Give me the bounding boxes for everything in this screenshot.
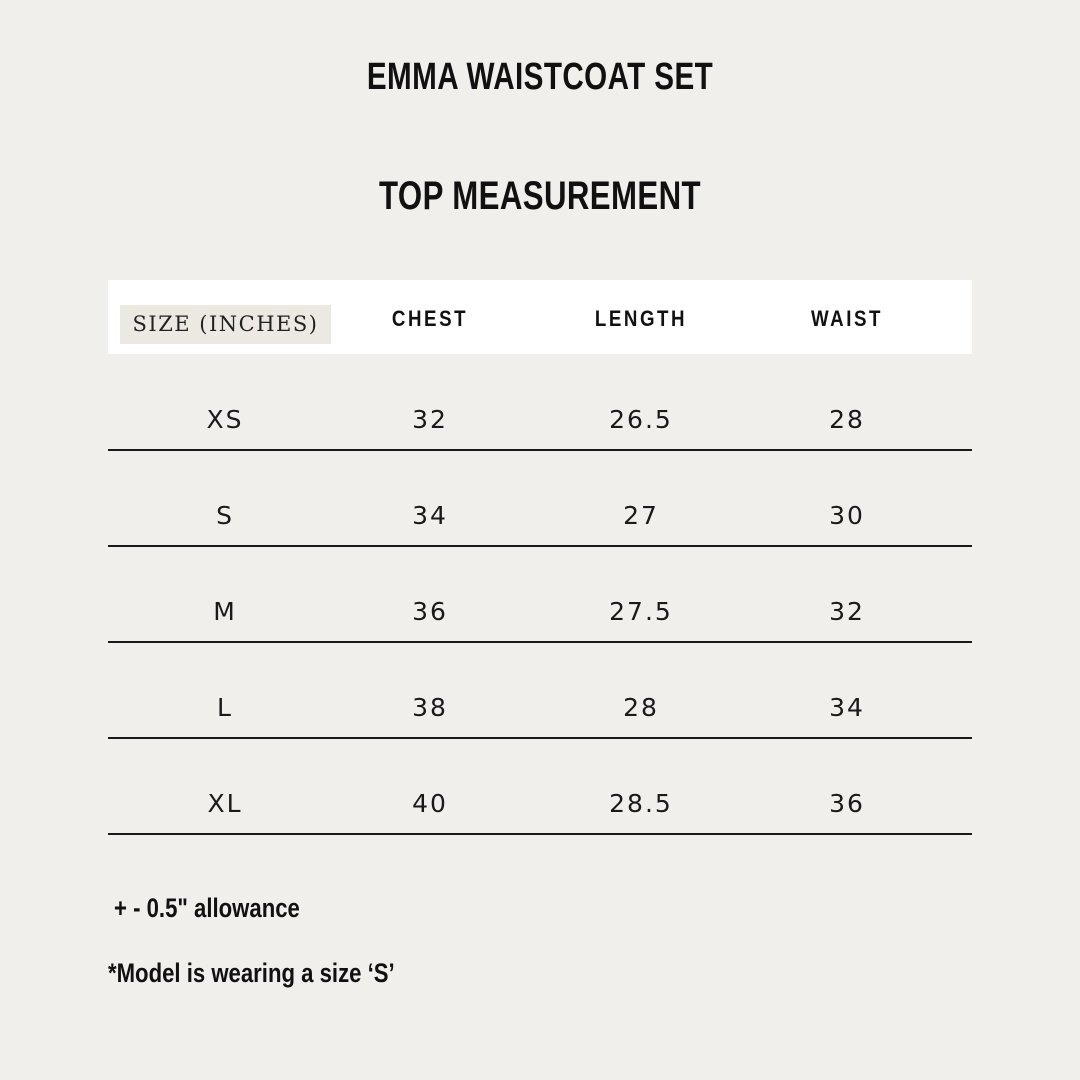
waist-cell: 34 (829, 693, 865, 722)
section-title: TOP MEASUREMENT (379, 174, 701, 218)
waist-cell: 28 (829, 405, 865, 434)
length-cell: 26.5 (609, 405, 673, 434)
size-table-header (108, 280, 972, 354)
chest-cell: 38 (412, 693, 448, 722)
size-cell: S (216, 501, 234, 530)
table-row-xs (108, 355, 972, 451)
waist-cell: 30 (829, 501, 865, 530)
waist-cell: 36 (829, 789, 865, 818)
table-row-l (108, 643, 972, 739)
size-cell: M (213, 597, 237, 626)
chest-cell: 36 (412, 597, 448, 626)
waist-cell: 32 (829, 597, 865, 626)
size-cell: L (217, 693, 233, 722)
column-header-length: LENGTH (594, 306, 688, 331)
length-cell: 28 (623, 693, 659, 722)
chest-cell: 34 (412, 501, 448, 530)
size-header-label-box (120, 305, 331, 344)
allowance-note: + - 0.5" allowance (114, 893, 300, 923)
table-row-m (108, 547, 972, 643)
column-header-chest: CHEST (391, 306, 469, 331)
table-row-xl (108, 739, 972, 835)
column-header-waist: WAIST (811, 306, 883, 331)
chest-cell: 32 (412, 405, 448, 434)
length-cell: 27.5 (609, 597, 673, 626)
size-header-label: SIZE (INCHES) (132, 312, 319, 336)
size-cell: XL (207, 789, 243, 818)
size-cell: XS (206, 405, 244, 434)
chest-cell: 40 (412, 789, 448, 818)
length-cell: 27 (623, 501, 659, 530)
product-title: EMMA WAISTCOAT SET (366, 56, 714, 98)
table-row-s (108, 451, 972, 547)
model-size-note: *Model is wearing a size ‘S’ (108, 958, 395, 988)
length-cell: 28.5 (609, 789, 673, 818)
row-divider (108, 833, 972, 835)
